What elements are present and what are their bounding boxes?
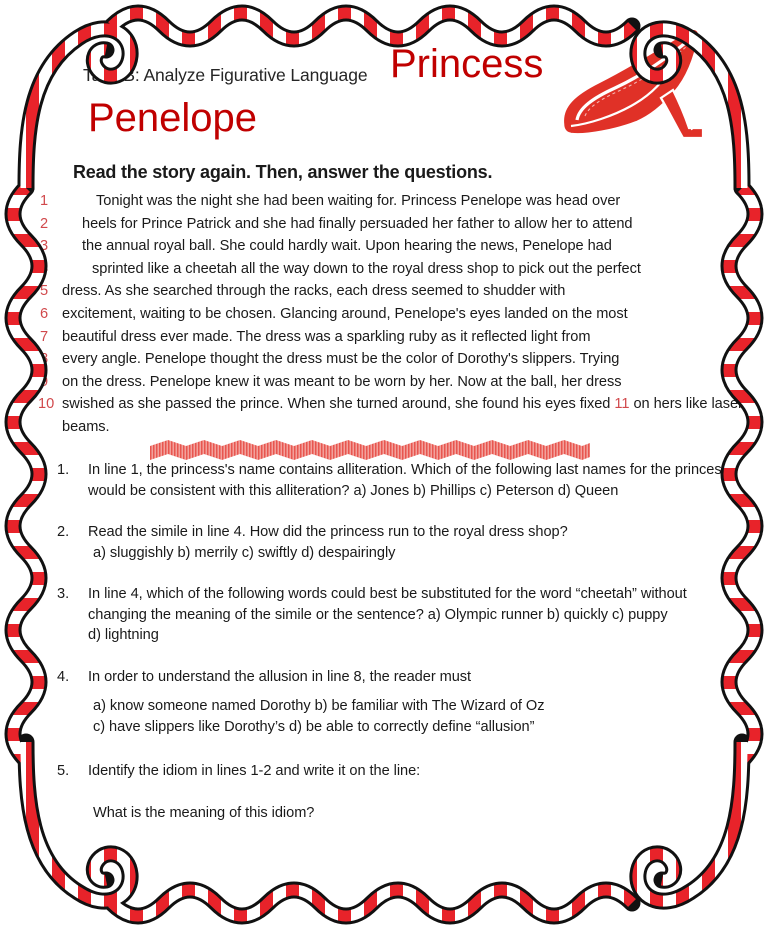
spacer xyxy=(40,501,728,522)
instruction-text: Read the story again. Then, answer the questions. xyxy=(73,162,493,182)
question-text: What is the meaning of this idiom? xyxy=(93,804,315,821)
line-text: excitement, waiting to be chosen. Glancing around, Penelope's eyes landed on the most xyxy=(62,305,628,322)
line-number: 8 xyxy=(40,351,49,368)
worksheet-header xyxy=(40,20,728,160)
spacer xyxy=(40,782,728,803)
line-text: every angle. Penelope thought the dress must be the color of Dorothy's slippers. Trying xyxy=(62,351,620,368)
line-text: on the dress. Penelope knew it was meant to be worn by her. Now at the ball, her dress xyxy=(62,373,622,390)
question-row xyxy=(40,803,728,824)
worksheet-content xyxy=(38,20,743,909)
story-line xyxy=(40,305,728,328)
question-number: 3. xyxy=(57,586,70,602)
question-list xyxy=(40,460,728,823)
question-item-3 xyxy=(40,584,728,646)
line-number: 6 xyxy=(40,305,49,322)
line-text xyxy=(62,396,743,412)
question-row xyxy=(40,605,728,626)
story-line xyxy=(40,192,728,215)
question-item-2 xyxy=(40,522,728,563)
inline-line-marker: 11 xyxy=(614,396,630,413)
line-text: Tonight was the night she had been waiting for. Princess Penelope was head over xyxy=(96,193,621,209)
line-number: 1 xyxy=(40,193,49,209)
line-number: 7 xyxy=(40,328,49,345)
line-text: dress. As she searched through the racks, each dress seemed to shudder with xyxy=(62,283,566,300)
question-text: Read the simile in line 4. How did the princess run to the royal dress shop? xyxy=(88,524,568,540)
question-item-5 xyxy=(40,761,728,823)
page-title-line-1: Princess xyxy=(390,42,544,86)
story-line xyxy=(38,395,743,418)
story-line xyxy=(40,237,728,260)
question-text: In line 4, which of the following words could best be substituted for the word “cheetah” without xyxy=(88,586,687,602)
question-text: In line 1, the princess's name contains alliteration. Which of the following last names for the princess xyxy=(88,462,729,478)
question-row xyxy=(40,584,728,605)
question-number: 1. xyxy=(57,462,70,478)
question-row xyxy=(40,717,728,738)
line-number: 9 xyxy=(40,373,49,390)
line-text-before: swished as she passed the prince. When she turned around, she found his eyes fixed xyxy=(62,396,615,413)
story-line xyxy=(40,260,728,283)
question-row xyxy=(40,522,728,543)
question-row xyxy=(40,460,728,481)
line-text: heels for Prince Patrick and she had finally persuaded her father to allow her to attend xyxy=(82,215,633,232)
story-line xyxy=(40,328,728,351)
question-text: changing the meaning of the simile or the sentence? a) Olympic runner b) quickly c) puppy xyxy=(88,606,668,623)
question-number: 4. xyxy=(57,668,70,685)
page-title-line-2: Penelope xyxy=(88,96,258,140)
question-text: Identify the idiom in lines 1-2 and write it on the line: xyxy=(88,763,421,779)
line-number: 5 xyxy=(40,283,49,300)
line-number: 2 xyxy=(40,215,49,232)
question-answer-options: a) sluggishly b) merrily c) swiftly d) despairingly xyxy=(93,544,396,561)
story-line xyxy=(40,418,728,441)
story-line xyxy=(40,350,728,373)
question-item-1 xyxy=(40,460,728,501)
line-text: sprinted like a cheetah all the way down to the royal dress shop to pick out the perfect xyxy=(92,260,641,277)
question-row xyxy=(40,761,728,782)
story-line xyxy=(40,373,728,396)
story-line xyxy=(40,282,728,305)
line-text-after: on hers like laser xyxy=(629,396,743,413)
question-number: 2. xyxy=(57,524,70,540)
question-row xyxy=(40,481,728,502)
task-label: Task B: Analyze Figurative Language xyxy=(83,65,368,85)
spacer xyxy=(40,687,728,696)
question-answer-options: c) have slippers like Dorothy’s d) be able to correctly define “allusion” xyxy=(93,718,535,735)
question-answer-options: d) lightning xyxy=(88,627,159,643)
question-text: would be consistent with this alliteration? a) Jones b) Phillips c) Peterson d) Queen xyxy=(88,482,619,499)
line-text: beautiful dress ever made. The dress was a sparkling ruby as it reflected light from xyxy=(62,328,591,345)
line-text: the annual royal ball. She could hardly wait. Upon hearing the news, Penelope had xyxy=(82,238,612,255)
spacer xyxy=(40,737,728,761)
line-number: 10 xyxy=(38,396,55,413)
red-high-heel-shoe-icon xyxy=(555,20,730,150)
line-number: 3 xyxy=(40,238,49,255)
spacer xyxy=(40,646,728,667)
question-text: In order to understand the allusion in line 8, the reader must xyxy=(88,668,472,685)
question-row xyxy=(40,543,728,564)
question-row xyxy=(40,696,728,717)
question-number: 5. xyxy=(57,763,70,779)
line-text: beams. xyxy=(62,418,110,435)
question-answer-options: a) know someone named Dorothy b) be familiar with The Wizard of Oz xyxy=(93,698,545,714)
question-item-4 xyxy=(40,667,728,738)
spacer xyxy=(40,563,728,584)
story-passage xyxy=(38,192,743,441)
question-row xyxy=(40,667,728,688)
question-row xyxy=(40,625,728,646)
story-line xyxy=(40,215,728,238)
line-number: 4 xyxy=(40,260,49,277)
